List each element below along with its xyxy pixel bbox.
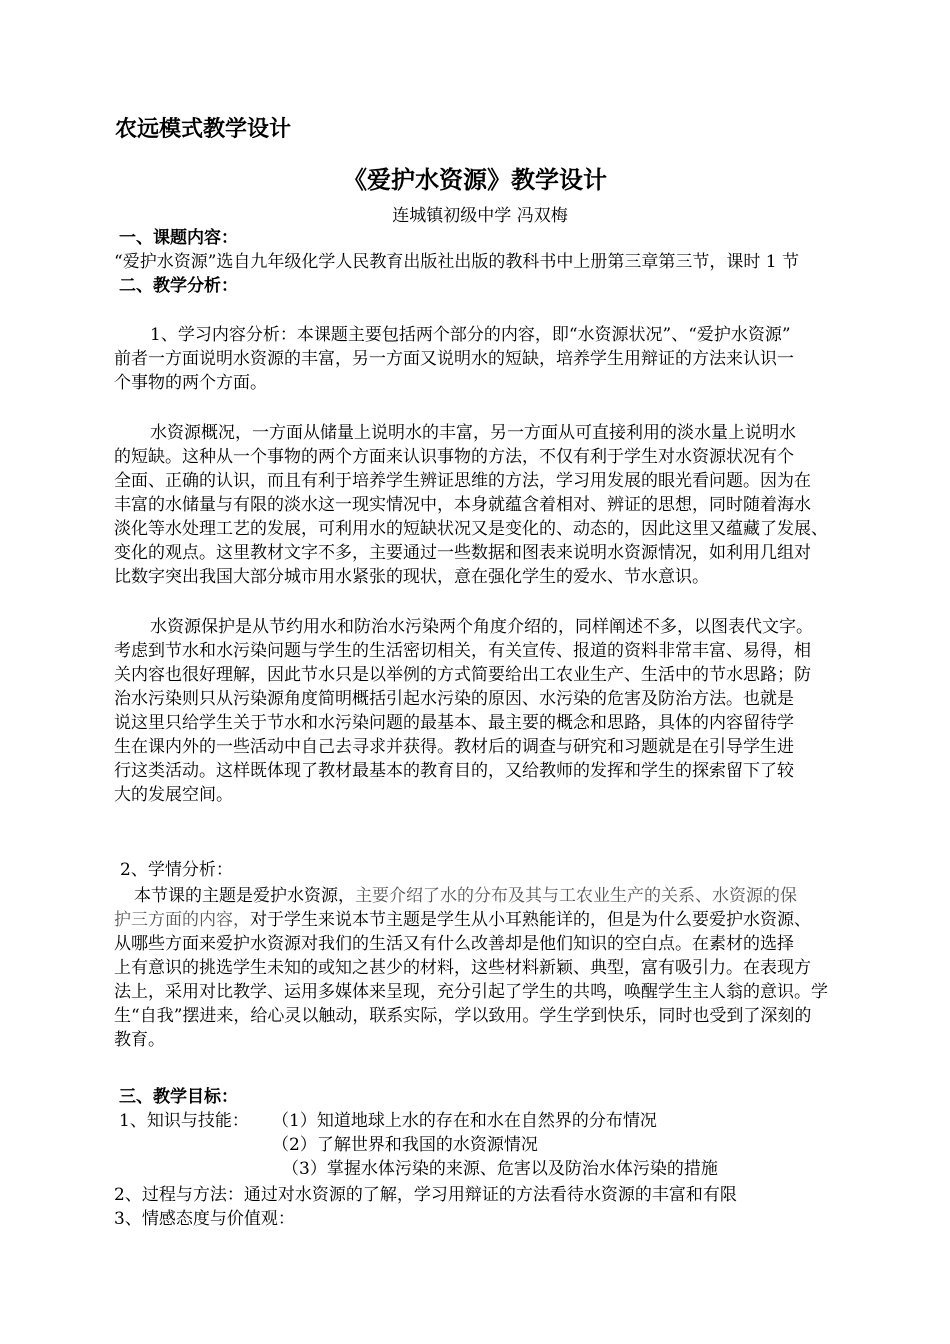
p1-line: 前者一方面说明水资源的丰富，另一方面又说明水的短缺，培养学生用辩证的方法来认识一: [114, 349, 794, 369]
objective-process: 2、过程与方法：通过对水资源的了解，学习用辩证的方法看待水资源的丰富和有限: [114, 1185, 737, 1205]
p4-line: [114, 909, 811, 931]
student-analysis-heading: 2、学情分析：: [120, 860, 233, 880]
p4-line: 上有意识的挑选学生未知的或知之甚少的材料，这些材料新颖、典型，富有吸引力。在表现方: [114, 958, 811, 978]
p4-line-start: 本节课的主题是爱护水资源，: [134, 886, 355, 906]
p2-line: 淡化等水处理工艺的发展，可利用水的短缺状况又是变化的、动态的，因此这里又蕴藏了发展、: [114, 519, 828, 539]
p3-line: 行这类活动。这样既体现了教材最基本的教育目的，又给教师的发挥和学生的探索留下了较: [114, 761, 794, 781]
objective-attitude: 3、情感态度与价值观：: [114, 1209, 295, 1229]
p4-line: [134, 885, 797, 907]
p3-line: 治水污染则只从污染源角度简明概括引起水污染的原因、水污染的危害及防治方法。也就是: [114, 689, 794, 709]
author-line: 连城镇初级中学 冯双梅: [392, 206, 568, 226]
objective-knowledge-item: （2）了解世界和我国的水资源情况: [272, 1135, 538, 1155]
document-header: 农远模式教学设计: [115, 117, 292, 142]
p3-line: 水资源保护是从节约用水和防治水污染两个角度介绍的，同样阐述不多，以图表代文字。: [150, 617, 813, 637]
p2-line: 比数字突出我国大部分城市用水紧张的现状，意在强化学生的爱水、节水意识。: [114, 567, 709, 587]
p4-line: 教育。: [114, 1030, 165, 1050]
objective-knowledge-item: （3）掌握水体污染的来源、危害以及防治水体污染的措施: [282, 1159, 718, 1179]
section1-text: “爱护水资源”选自九年级化学人民教育出版社出版的教科书中上册第三章第三节，课时 1 节: [114, 252, 800, 272]
document-title: 《爱护水资源》教学设计: [343, 166, 607, 194]
p4-line-start: 护三方面的内容，: [114, 910, 250, 930]
p2-line: 丰富的水储量与有限的淡水这一现实情况中，本身就蕴含着相对、辨证的思想，同时随着海水: [114, 495, 811, 515]
section2-heading: 二、教学分析：: [119, 276, 238, 296]
p4-line-end: 主要介绍了水的分布及其与工农业生产的关系、水资源的保: [355, 886, 797, 906]
p2-line: 水资源概况，一方面从储量上说明水的丰富，另一方面从可直接利用的淡水量上说明水: [150, 423, 796, 443]
p4-line: 从哪些方面来爱护水资源对我们的生活又有什么改善却是他们知识的空白点。在素材的选择: [114, 934, 794, 954]
section1-heading: 一、课题内容：: [119, 228, 238, 248]
p1-line: 个事物的两个方面。: [114, 373, 267, 393]
p4-line: 法上，采用对比教学、运用多媒体来呈现，充分引起了学生的共鸣，唤醒学生主人翁的意识。学: [114, 982, 828, 1002]
p2-line: 全面、正确的认识，而且有利于培养学生辨证思维的方法，学习用发展的眼光看问题。因为在: [114, 471, 811, 491]
p2-line: 的短缺。这种从一个事物的两个方面来认识事物的方法，不仅有利于学生对水资源状况有个: [114, 447, 794, 467]
objective-knowledge-item: （1）知道地球上水的存在和水在自然界的分布情况: [272, 1111, 657, 1131]
p3-line: 大的发展空间。: [114, 785, 233, 805]
p1-line: 1、学习内容分析：本课题主要包括两个部分的内容，即“水资源状况”、“爱护水资源”: [150, 325, 791, 345]
p4-line-end: 对于学生来说本节主题是学生从小耳熟能详的，但是为什么要爱护水资源、: [250, 910, 811, 930]
section3-heading: 三、教学目标：: [119, 1087, 238, 1107]
p2-line: 变化的观点。这里教材文字不多，主要通过一些数据和图表来说明水资源情况，如利用几组对: [114, 543, 811, 563]
p4-line: 生“自我”摆进来，给心灵以触动，联系实际，学以致用。学生学到快乐，同时也受到了深刻的: [114, 1006, 812, 1026]
p3-line: 说这里只给学生关于节水和水污染问题的最基本、最主要的概念和思路，具体的内容留待学: [114, 713, 794, 733]
p3-line: 考虑到节水和水污染问题与学生的生活密切相关，有关宣传、报道的资料非常丰富、易得，相: [114, 641, 811, 661]
p3-line: 生在课内外的一些活动中自己去寻求并获得。教材后的调查与研究和习题就是在引导学生进: [114, 737, 794, 757]
objective-knowledge-label: 1、知识与技能：: [119, 1111, 249, 1131]
p3-line: 关内容也很好理解，因此节水只是以举例的方式简要给出工农业生产、生活中的节水思路；防: [114, 665, 811, 685]
